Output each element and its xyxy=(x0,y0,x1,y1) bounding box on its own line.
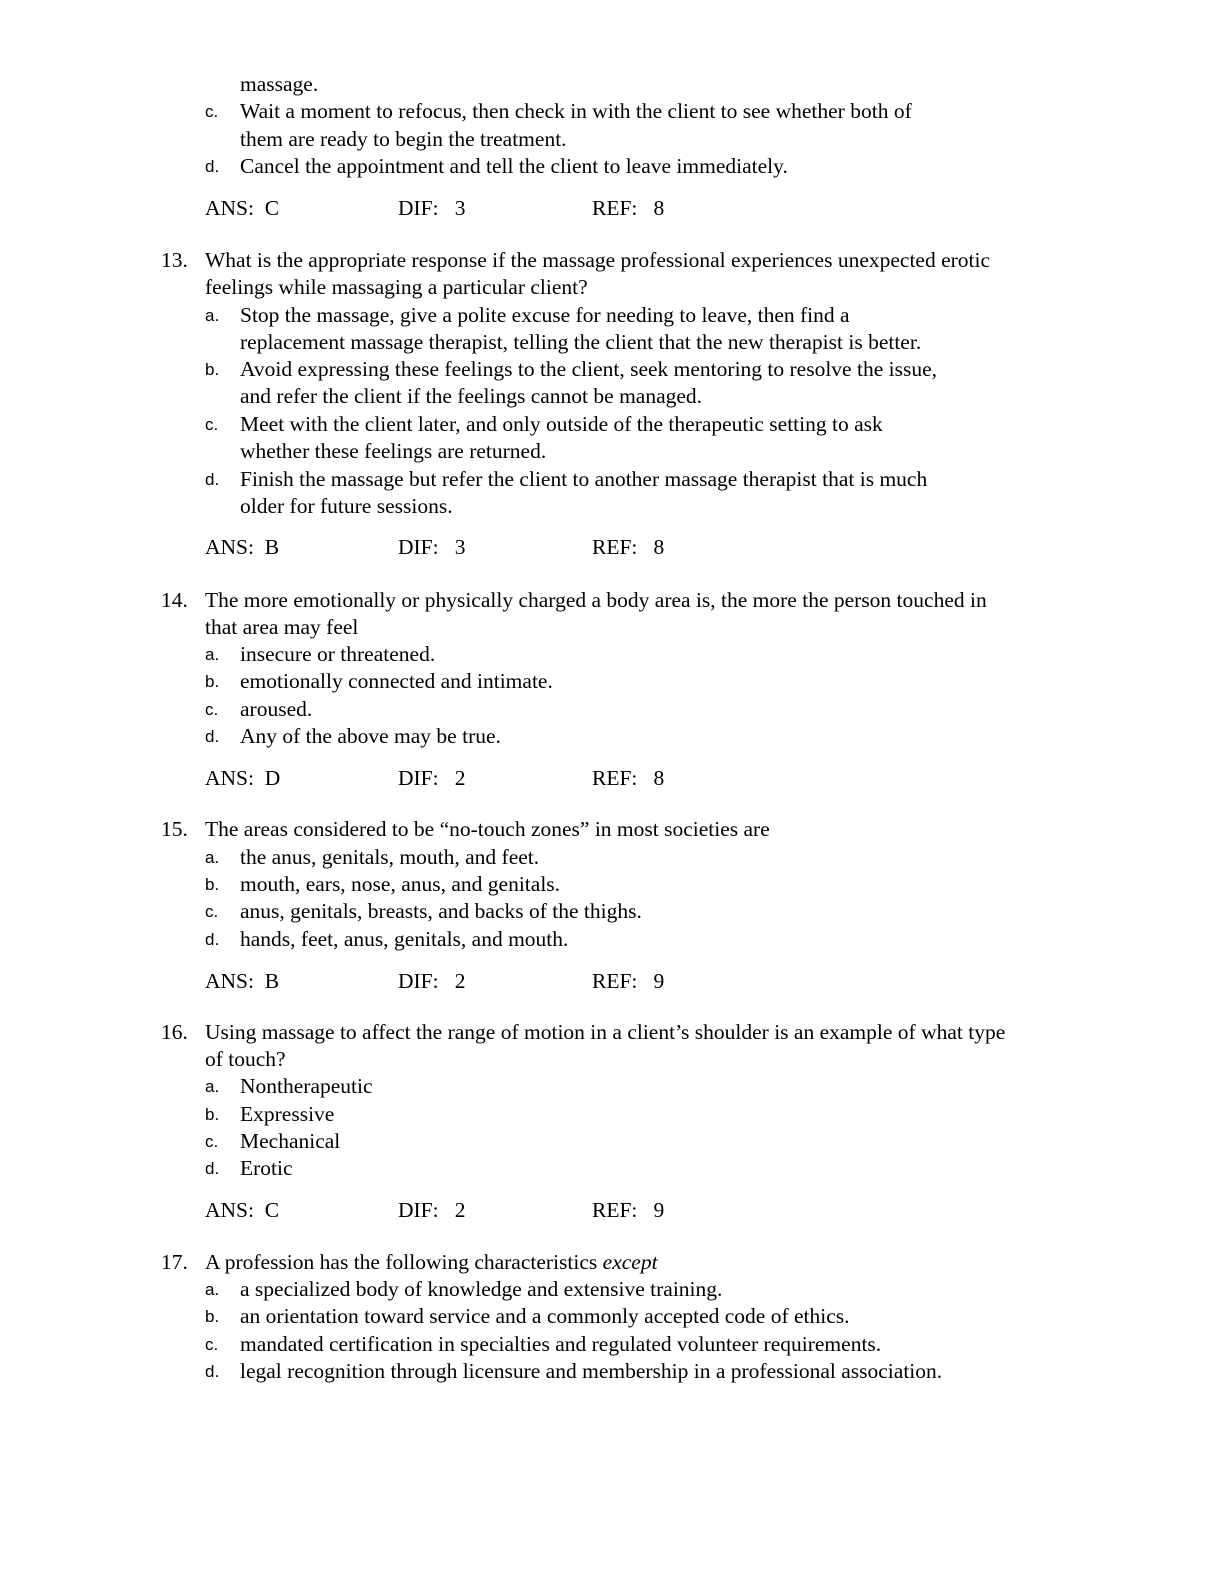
q14-stem-line1: The more emotionally or physically charged a body area is, the more the person touched in xyxy=(205,588,987,612)
q14-reference: REF: 8 xyxy=(592,766,665,790)
q14-option-b-text: emotionally connected and intimate. xyxy=(240,669,553,693)
q15-option-d-letter: d. xyxy=(205,930,220,949)
q16-answer: ANS: C xyxy=(205,1198,280,1222)
q13-reference: REF: 8 xyxy=(592,535,665,559)
q17-option-d-letter: d. xyxy=(205,1362,220,1381)
q15-stem-line1: The areas considered to be “no-touch zones” in most societies are xyxy=(205,817,770,841)
q14-option-b-letter: b. xyxy=(205,672,220,691)
q15-answer: ANS: B xyxy=(205,969,280,993)
q16-option-d-letter: d. xyxy=(205,1159,220,1178)
q14-option-d-letter: d. xyxy=(205,727,220,746)
q15-option-a-letter: a. xyxy=(205,848,220,867)
q13-option-b-letter: b. xyxy=(205,360,220,379)
q16-option-a-letter: a. xyxy=(205,1077,220,1096)
q13-stem-line1: What is the appropriate response if the massage professional experiences unexpected erotic xyxy=(205,248,991,272)
q15-option-b-text: mouth, ears, nose, anus, and genitals. xyxy=(240,872,561,896)
q13-number: 13. xyxy=(161,248,188,272)
q16-option-d-text: Erotic xyxy=(240,1156,293,1180)
q17-option-d-text: legal recognition through licensure and membership in a professional association. xyxy=(240,1359,943,1383)
q14-option-a-text: insecure or threatened. xyxy=(240,642,436,666)
q17-option-a-text: a specialized body of knowledge and extensive training. xyxy=(240,1277,723,1301)
q17-option-b-text: an orientation toward service and a commonly accepted code of ethics. xyxy=(240,1304,850,1328)
q16-reference: REF: 9 xyxy=(592,1198,665,1222)
q17-option-a-letter: a. xyxy=(205,1280,220,1299)
q16-stem-line2: of touch? xyxy=(205,1047,286,1071)
q14-stem-line2: that area may feel xyxy=(205,615,359,639)
q12-option-d-letter: d. xyxy=(205,157,220,176)
q13-option-a-line2: replacement massage therapist, telling the client that the new therapist is better. xyxy=(240,330,922,354)
q15-option-b-letter: b. xyxy=(205,875,220,894)
q13-difficulty: DIF: 3 xyxy=(398,535,466,559)
q15-reference: REF: 9 xyxy=(592,969,665,993)
q13-option-c-letter: c. xyxy=(205,415,219,434)
q13-option-a-line1: Stop the massage, give a polite excuse for needing to leave, then find a xyxy=(240,303,850,327)
q17-option-b-letter: b. xyxy=(205,1307,220,1326)
q14-option-d-text: Any of the above may be true. xyxy=(240,724,501,748)
q13-stem-line2: feelings while massaging a particular client? xyxy=(205,275,588,299)
q16-difficulty: DIF: 2 xyxy=(398,1198,466,1222)
q16-stem-line1: Using massage to affect the range of motion in a client’s shoulder is an example of what type xyxy=(205,1020,1006,1044)
q15-difficulty: DIF: 2 xyxy=(398,969,466,993)
q16-option-b-letter: b. xyxy=(205,1105,220,1124)
q16-number: 16. xyxy=(161,1020,188,1044)
q13-option-b-line1: Avoid expressing these feelings to the client, seek mentoring to resolve the issue, xyxy=(240,357,937,381)
q12-option-c-line1: Wait a moment to refocus, then check in with the client to see whether both of xyxy=(240,99,912,123)
q12-difficulty: DIF: 3 xyxy=(398,196,466,220)
q14-option-a-letter: a. xyxy=(205,645,220,664)
q17-option-c-letter: c. xyxy=(205,1335,219,1354)
q15-option-d-text: hands, feet, anus, genitals, and mouth. xyxy=(240,927,569,951)
q12-option-c-line2: them are ready to begin the treatment. xyxy=(240,127,567,151)
q13-option-d-line1: Finish the massage but refer the client to another massage therapist that is much xyxy=(240,467,928,491)
q12-option-d-line1: Cancel the appointment and tell the client to leave immediately. xyxy=(240,154,788,178)
q16-option-b-text: Expressive xyxy=(240,1102,335,1126)
q13-option-b-line2: and refer the client if the feelings cannot be managed. xyxy=(240,384,703,408)
q17-option-c-text: mandated certification in specialties and regulated volunteer requirements. xyxy=(240,1332,882,1356)
q17-stem-emphasis: except xyxy=(602,1250,658,1274)
q15-option-a-text: the anus, genitals, mouth, and feet. xyxy=(240,845,540,869)
q16-option-c-letter: c. xyxy=(205,1132,219,1151)
q13-option-d-letter: d. xyxy=(205,470,220,489)
q13-answer: ANS: B xyxy=(205,535,280,559)
q17-stem-line1: A profession has the following characteristics except xyxy=(205,1250,658,1274)
q14-answer: ANS: D xyxy=(205,766,281,790)
q13-option-d-line2: older for future sessions. xyxy=(240,494,453,518)
q12-option-c-letter: c. xyxy=(205,102,219,121)
q14-option-c-letter: c. xyxy=(205,700,219,719)
q15-option-c-text: anus, genitals, breasts, and backs of the thighs. xyxy=(240,899,642,923)
q12-answer: ANS: C xyxy=(205,196,280,220)
q14-number: 14. xyxy=(161,588,188,612)
q16-option-a-text: Nontherapeutic xyxy=(240,1074,373,1098)
q16-option-c-text: Mechanical xyxy=(240,1129,341,1153)
q15-option-c-letter: c. xyxy=(205,902,219,921)
q17-number: 17. xyxy=(161,1250,188,1274)
q14-option-c-text: aroused. xyxy=(240,697,313,721)
q13-option-c-line2: whether these feelings are returned. xyxy=(240,439,547,463)
q13-option-a-letter: a. xyxy=(205,306,220,325)
q12-reference: REF: 8 xyxy=(592,196,665,220)
q14-difficulty: DIF: 2 xyxy=(398,766,466,790)
q15-number: 15. xyxy=(161,817,188,841)
q12-carry-line: massage. xyxy=(240,72,319,96)
q13-option-c-line1: Meet with the client later, and only outside of the therapeutic setting to ask xyxy=(240,412,883,436)
